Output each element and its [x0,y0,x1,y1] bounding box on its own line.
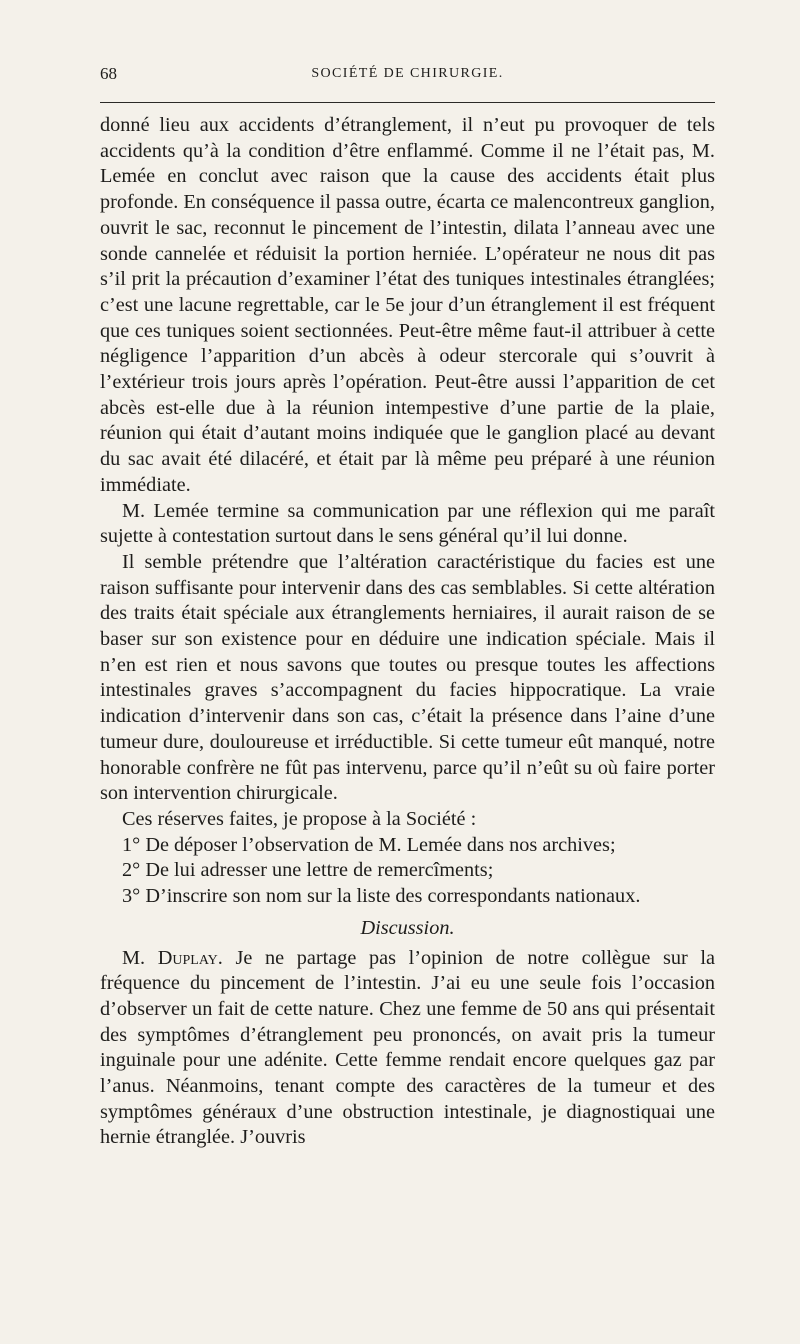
paragraph-proposal: Ces réserves faites, je propose à la Société : [122,807,477,830]
book-page [100,58,715,1151]
proposal-item-1: 1° De déposer l’observation de M. Lemée dans nos archives; [122,833,616,856]
page-number: 68 [100,64,117,83]
paragraph-continuation: donné lieu aux accidents d’étranglement, il n’eut pu provoquer de tels accidents qu’à la condition d’être enflammé. Comme il ne l’était pas, M. Lemée en conclut avec raison que la cause des accidents était plus profonde. En conséquence il passa outre, écarta ce malencontreux ganglion, ouvrit le sac, reconnut le pincement de l’intestin, dilata l’anneau avec une sonde cannelée et réduisit la portion herniée. L’opérateur ne nous dit pas s’il prit la précaution d’examiner l’état des tuniques intestinales étranglées; c’est une lacune regrettable, car le 5e jour d’un étranglement il est fréquent que ces tuniques soient sectionnées. Peut-être même faut-il attribuer à cette négligence l’apparition d’un abcès à odeur stercorale qui s’ouvrit à l’extérieur trois jours après l’opération. Peut-être aussi l’apparition de cet abcès est-elle due à la réunion intempestive d’une partie de la plaie, réunion qui était d’autant moins indiquée que le ganglion placé au devant du sac avait été dilacéré, et était par là même peu préparé à une réunion immédiate. [100,114,715,496]
speaker-name: Duplay. [157,946,223,969]
discussion-text: Je ne partage pas l’opinion de notre collègue sur la fréquence du pincement de l’intestin. J’ai eu une seule fois l’occasion d’observer un fait de cette nature. Chez une femme de 50 ans qui présentait des symptômes d’étranglement peu prononcés, on avait pris la tumeur inguinale pour une adénite. Cette femme rendait encore quelques gaz par l’anus. Néanmoins, tenant compte des caractères de la tumeur et des symptômes généraux d’une obstruction intestinale, je diagnostiquai une hernie étranglée. J’ouvris [100,946,715,1149]
paragraph-lemee-reflection: M. Lemée termine sa communication par une réflexion qui me paraît sujette à contestation surtout dans le sens général qu’il lui donne. [100,499,715,548]
paragraph-facies: Il semble prétendre que l’altération caractéristique du facies est une raison suffisante pour intervenir dans des cas semblables. Si cette altération des traits était spéciale aux étranglements herniaires, il aurait raison de se baser sur son existence pour en déduire une indication spéciale. Mais il n’en est rien et nous savons que toutes ou presque toutes les affections intestinales graves s’accompagnent du facies hippocratique. La vraie indication d’intervenir dans son cas, c’était la présence dans l’aine d’une tumeur dure, douloureuse et irréductible. Si cette tumeur eût manqué, notre honorable confrère ne fût pas intervenu, parce qu’il n’eût su où faire porter son intervention chirurgicale. [100,550,715,805]
header-rule [100,102,715,103]
header-title: SOCIÉTÉ DE CHIRURGIE. [311,66,504,81]
running-head [100,58,715,88]
proposal-item-2: 2° De lui adresser une lettre de remercîments; [122,859,494,882]
paragraph-discussion [100,946,715,1152]
proposal-item-3: 3° D’inscrire son nom sur la liste des correspondants nationaux. [122,885,641,908]
speaker-prefix: M. [122,946,158,969]
section-heading: Discussion. [360,916,455,939]
body-text [100,113,715,1151]
